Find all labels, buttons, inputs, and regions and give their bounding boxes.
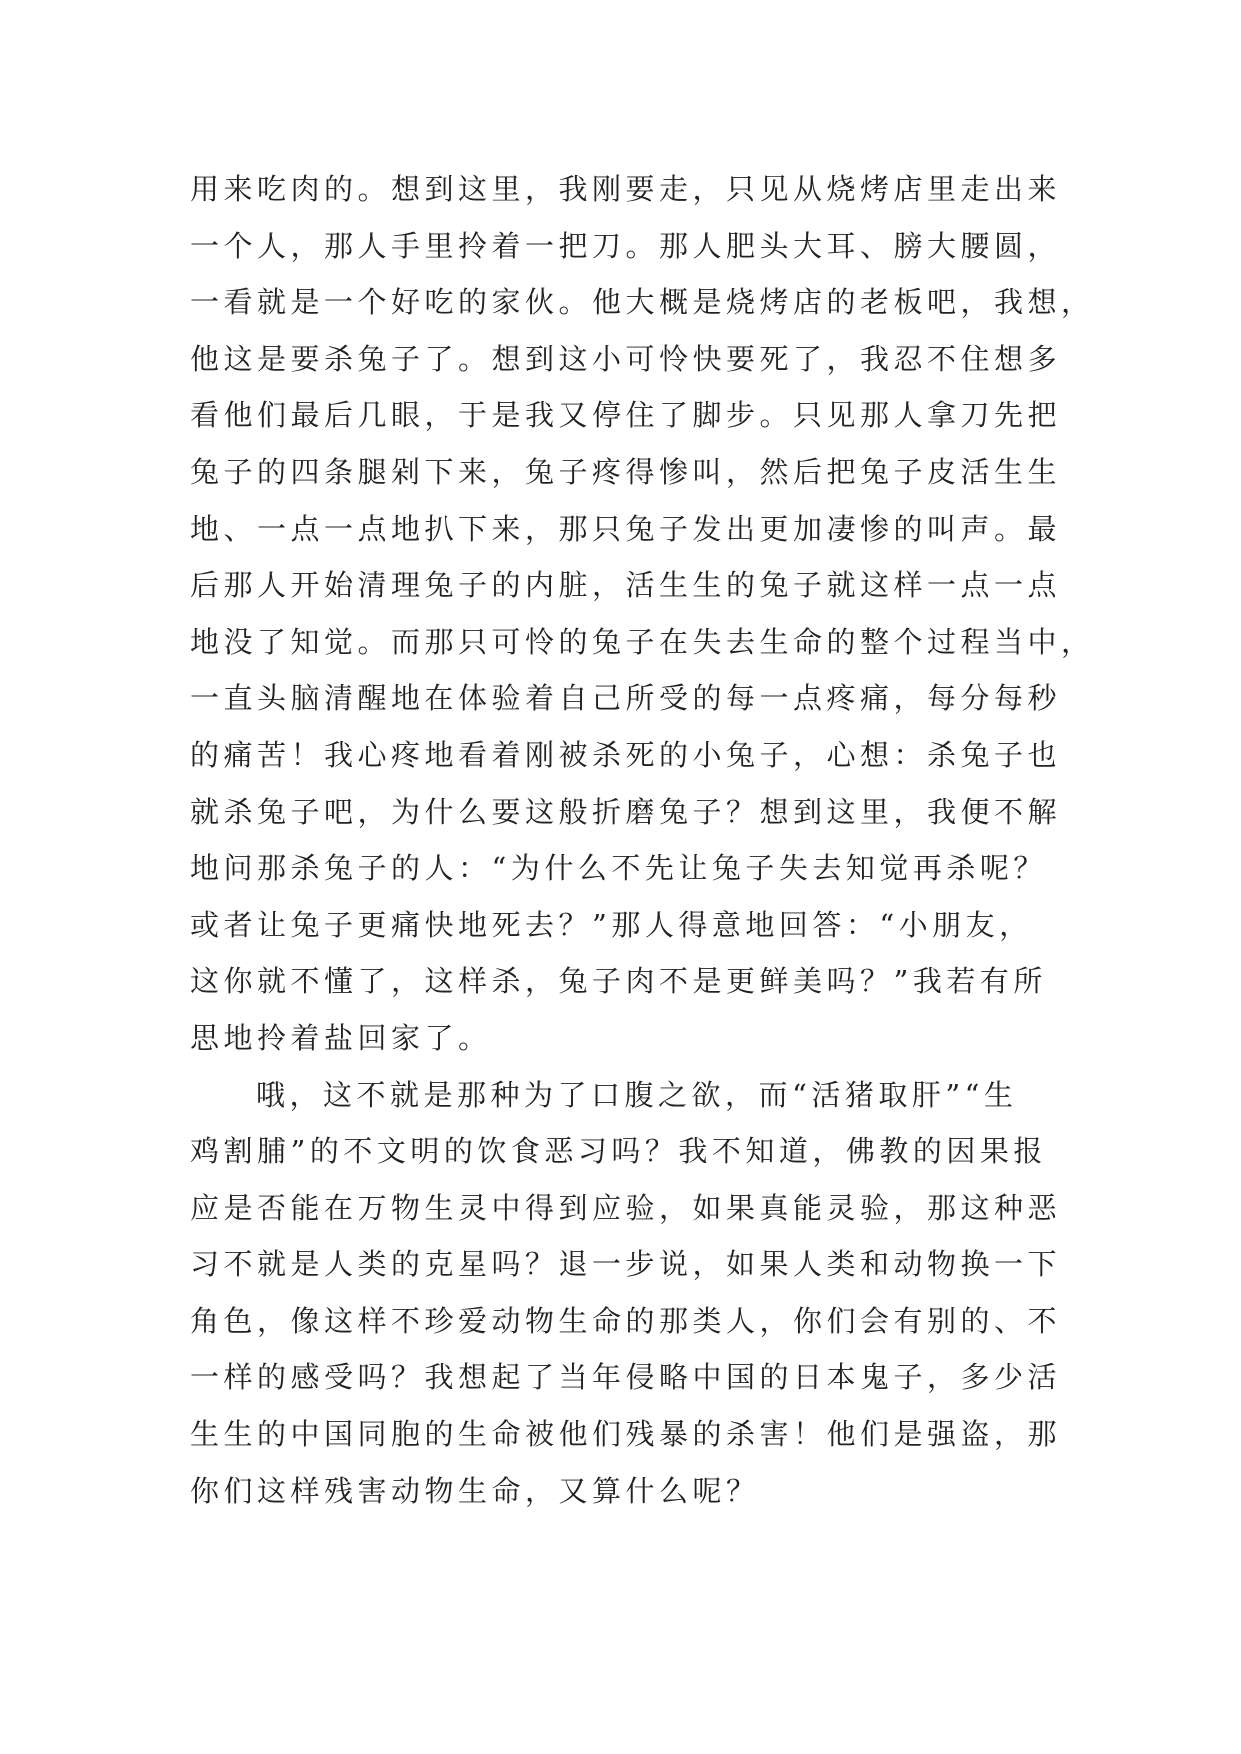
text-line: 一个人，那人手里拎着一把刀。那人肥头大耳、膀大腰圆， [190, 228, 1062, 263]
paragraph [190, 1067, 1070, 1520]
text-line: 角色，像这样不珍爱动物生命的那类人，你们会有别的、不 [190, 1303, 1062, 1338]
text-line: 你们这样残害动物生命，又算什么呢？ [190, 1473, 760, 1508]
text-line: 一看就是一个好吃的家伙。他大概是烧烤店的老板吧，我想， [190, 285, 1095, 320]
text-line: 思地拎着盐回家了。 [190, 1020, 492, 1055]
text-line: 地没了知觉。而那只可怜的兔子在失去生命的整个过程当中， [190, 624, 1095, 659]
text-line: 地、一点一点地扒下来，那只兔子发出更加凄惨的叫声。最 [190, 511, 1062, 546]
text-line: 后那人开始清理兔子的内脏，活生生的兔子就这样一点一点 [190, 568, 1062, 603]
text-line: 生生的中国同胞的生命被他们残暴的杀害！他们是强盗，那 [190, 1417, 1062, 1452]
text-line: 地问那杀兔子的人：“为什么不先让兔子失去知觉再杀呢？ [190, 851, 1047, 886]
text-line: 一样的感受吗？我想起了当年侵略中国的日本鬼子，多少活 [190, 1360, 1062, 1395]
text-line: 他这是要杀兔子了。想到这小可怜快要死了，我忍不住想多 [190, 341, 1062, 376]
text-line: 的痛苦！我心疼地看着刚被杀死的小兔子，心想：杀兔子也 [190, 737, 1062, 772]
text-line: 看他们最后几眼，于是我又停住了脚步。只见那人拿刀先把 [190, 398, 1062, 433]
text-line: 习不就是人类的克星吗？退一步说，如果人类和动物换一下 [190, 1247, 1062, 1282]
body-text [190, 161, 1095, 1519]
text-line: 就杀兔子吧，为什么要这般折磨兔子？想到这里，我便不解 [190, 794, 1062, 829]
text-line: 一直头脑清醒地在体验着自己所受的每一点疼痛，每分每秒 [190, 681, 1062, 716]
text-line: 鸡割脯”的不文明的饮食恶习吗？我不知道，佛教的因果报 [190, 1134, 1047, 1169]
text-line: 兔子的四条腿剁下来，兔子疼得惨叫，然后把兔子皮活生生 [190, 454, 1062, 489]
text-line: 应是否能在万物生灵中得到应验，如果真能灵验，那这种恶 [190, 1190, 1062, 1225]
text-line: 哦，这不就是那种为了口腹之欲，而“活猪取肝”“生 [256, 1077, 1018, 1112]
text-line: 或者让兔子更痛快地死去？”那人得意地回答：“小朋友， [190, 907, 1033, 942]
text-line: 这你就不懂了，这样杀，兔子肉不是更鲜美吗？”我若有所 [190, 964, 1047, 999]
text-line: 用来吃肉的。想到这里，我刚要走，只见从烧烤店里走出来 [190, 172, 1062, 206]
paragraph [190, 161, 1095, 1067]
